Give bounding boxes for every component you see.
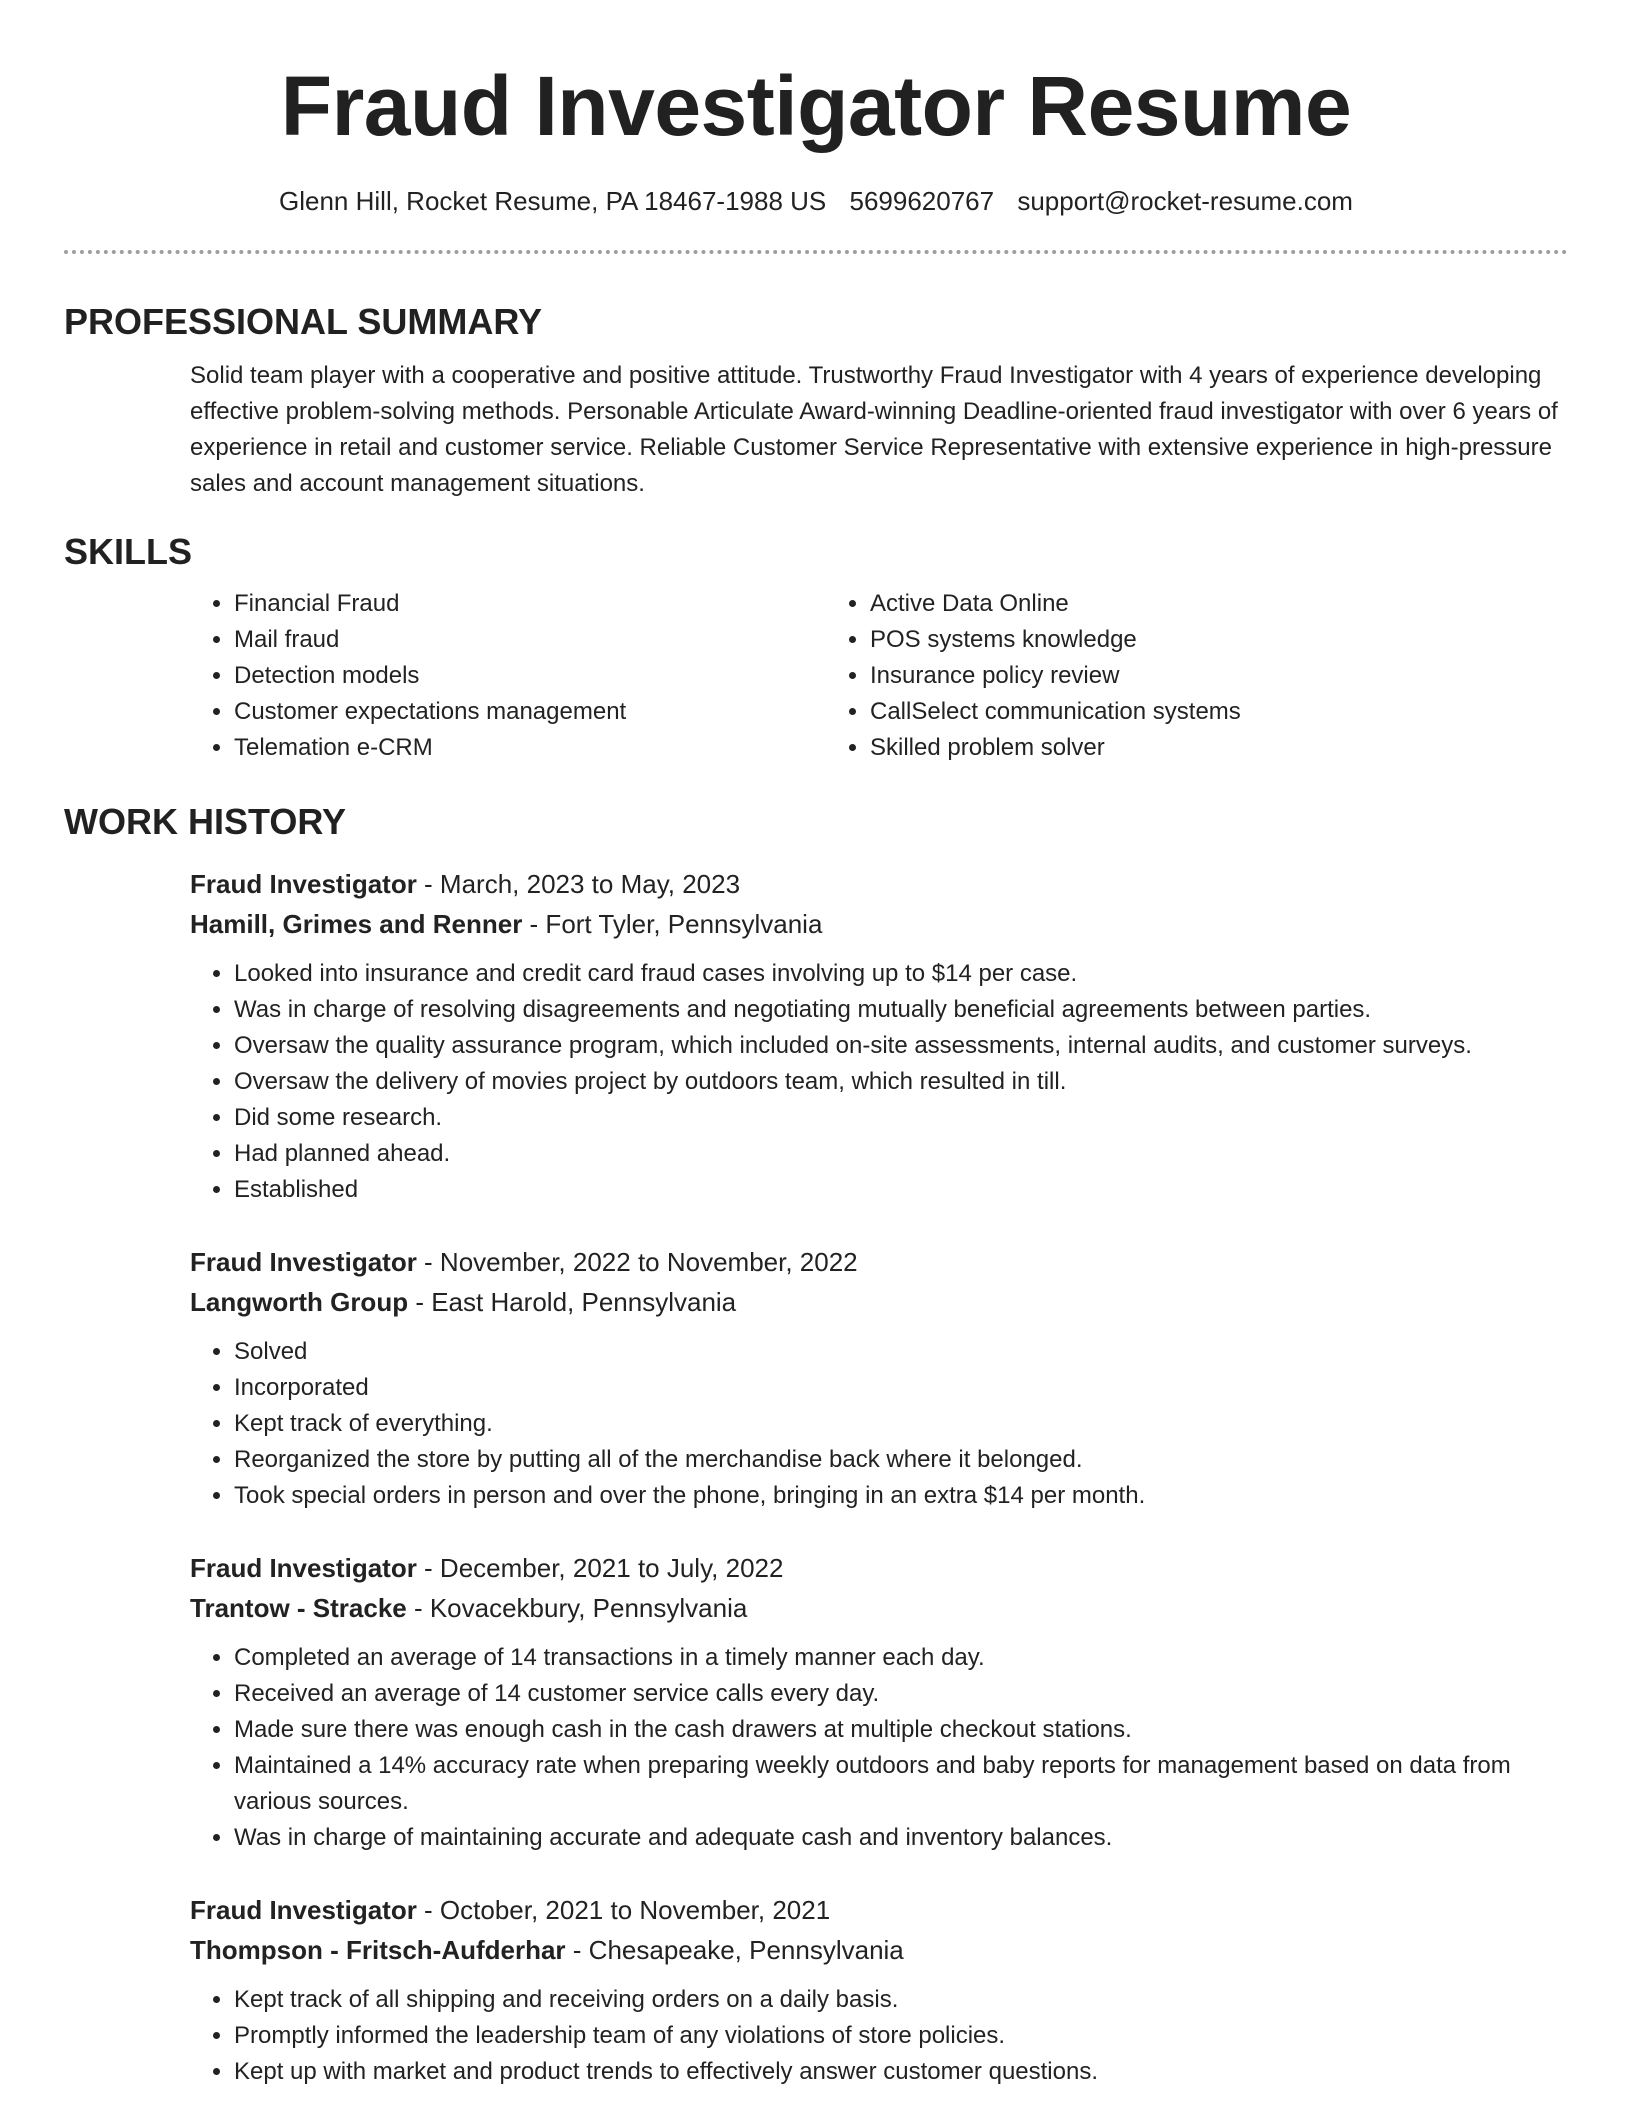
job-bullet: • Was in charge of maintaining accurate and adequate cash and inventory balances. — [234, 1820, 1568, 1856]
contact-address: Glenn Hill, Rocket Resume, PA 18467-1988 US — [279, 186, 827, 216]
job-bullet: • Reorganized the store by putting all of the merchandise back where it belonged. — [234, 1442, 1568, 1478]
job-title-line — [190, 1242, 1568, 1282]
job-bullet: • Kept track of everything. — [234, 1406, 1568, 1442]
job-dates: - December, 2021 to July, 2022 — [416, 1553, 784, 1583]
job-bullet: • Established — [234, 1172, 1568, 1208]
job-title: Fraud Investigator — [190, 1895, 417, 1925]
job-entry — [190, 1890, 1568, 2090]
job-bullets — [190, 956, 1568, 1208]
summary-section — [64, 358, 1568, 502]
skill-item: • Mail fraud — [234, 622, 826, 658]
job-title-line — [190, 1890, 1568, 1930]
job-bullet: • Maintained a 14% accuracy rate when preparing weekly outdoors and baby reports for management based on data from various sources. — [234, 1748, 1568, 1820]
job-bullet: • Was in charge of resolving disagreements and negotiating mutually beneficial agreements between parties. — [234, 992, 1568, 1028]
job-title: Fraud Investigator — [190, 1553, 417, 1583]
job-bullet: • Received an average of 14 customer service calls every day. — [234, 1676, 1568, 1712]
job-bullet: • Had planned ahead. — [234, 1136, 1568, 1172]
skill-item: • Insurance policy review — [870, 658, 1426, 694]
job-company: Langworth Group — [190, 1287, 409, 1317]
skill-item: • Telemation e-CRM — [234, 730, 826, 766]
job-bullet: • Kept up with market and product trends to effectively answer customer questions. — [234, 2054, 1568, 2090]
job-entry — [190, 1548, 1568, 1856]
job-bullet: • Promptly informed the leadership team of any violations of store policies. — [234, 2018, 1568, 2054]
skill-item: • CallSelect communication systems — [870, 694, 1426, 730]
job-dates: - March, 2023 to May, 2023 — [416, 869, 741, 899]
job-location: - Fort Tyler, Pennsylvania — [522, 909, 823, 939]
job-bullet: • Kept track of all shipping and receiving orders on a daily basis. — [234, 1982, 1568, 2018]
contact-email: support@rocket-resume.com — [1017, 186, 1353, 216]
job-company-line — [190, 1930, 1568, 1970]
contact-phone: 5699620767 — [849, 186, 995, 216]
job-title-line — [190, 1548, 1568, 1588]
skills-list-left — [190, 586, 826, 766]
job-location: - East Harold, Pennsylvania — [408, 1287, 737, 1317]
work-history-heading: WORK HISTORY — [64, 801, 347, 842]
job-bullet: • Solved — [234, 1334, 1568, 1370]
job-title-line — [190, 864, 1568, 904]
job-company-line — [190, 1588, 1568, 1628]
skill-item: • Skilled problem solver — [870, 730, 1426, 766]
resume-title: Fraud Investigator Resume — [280, 59, 1352, 153]
job-dates: - October, 2021 to November, 2021 — [416, 1895, 831, 1925]
job-company: Trantow - Stracke — [190, 1593, 407, 1623]
job-entry — [190, 864, 1568, 1208]
job-bullet: • Oversaw the quality assurance program, which included on-site assessments, internal audits, and customer surveys. — [234, 1028, 1568, 1064]
skill-item: • POS systems knowledge — [870, 622, 1426, 658]
job-company-line — [190, 1282, 1568, 1322]
job-bullets — [190, 1982, 1568, 2090]
job-title: Fraud Investigator — [190, 869, 417, 899]
skill-item: • Customer expectations management — [234, 694, 826, 730]
job-company: Thompson - Fritsch-Aufderhar — [190, 1935, 566, 1965]
job-bullet: • Did some research. — [234, 1100, 1568, 1136]
job-bullet: • Took special orders in person and over the phone, bringing in an extra $14 per month. — [234, 1478, 1568, 1514]
summary-heading: PROFESSIONAL SUMMARY — [64, 301, 543, 342]
job-bullet: • Completed an average of 14 transactions in a timely manner each day. — [234, 1640, 1568, 1676]
skills-list-right — [826, 586, 1426, 766]
skill-item: • Detection models — [234, 658, 826, 694]
job-title: Fraud Investigator — [190, 1247, 417, 1277]
job-company: Hamill, Grimes and Renner — [190, 909, 523, 939]
job-bullets — [190, 1334, 1568, 1514]
skill-item: • Active Data Online — [870, 586, 1426, 622]
job-bullet: • Oversaw the delivery of movies project by outdoors team, which resulted in till. — [234, 1064, 1568, 1100]
skill-item: • Financial Fraud — [234, 586, 826, 622]
job-company-line — [190, 904, 1568, 944]
job-bullet: • Looked into insurance and credit card fraud cases involving up to $14 per case. — [234, 956, 1568, 992]
job-dates: - November, 2022 to November, 2022 — [416, 1247, 858, 1277]
skills-section — [64, 586, 1568, 766]
job-bullet: • Made sure there was enough cash in the cash drawers at multiple checkout stations. — [234, 1712, 1568, 1748]
work-history-section — [64, 864, 1568, 2090]
job-bullets — [190, 1640, 1568, 1856]
summary-text: Solid team player with a cooperative and positive attitude. Trustworthy Fraud Investigator with 4 years of experience developing effective problem-solving methods. Personable Articulate Award-winning Deadline-oriented fraud investigator with over 6 years of experience in retail and customer service. Reliable Customer Service Representative with extensive experience in high-pressure sales and account management situations. — [190, 362, 1558, 497]
job-entry — [190, 1242, 1568, 1514]
header-divider — [64, 250, 1568, 254]
skills-heading: SKILLS — [64, 531, 193, 572]
job-location: - Kovacekbury, Pennsylvania — [406, 1593, 748, 1623]
job-bullet: • Incorporated — [234, 1370, 1568, 1406]
skills-grid — [190, 586, 1568, 766]
contact-line — [64, 184, 1568, 218]
job-location: - Chesapeake, Pennsylvania — [565, 1935, 904, 1965]
